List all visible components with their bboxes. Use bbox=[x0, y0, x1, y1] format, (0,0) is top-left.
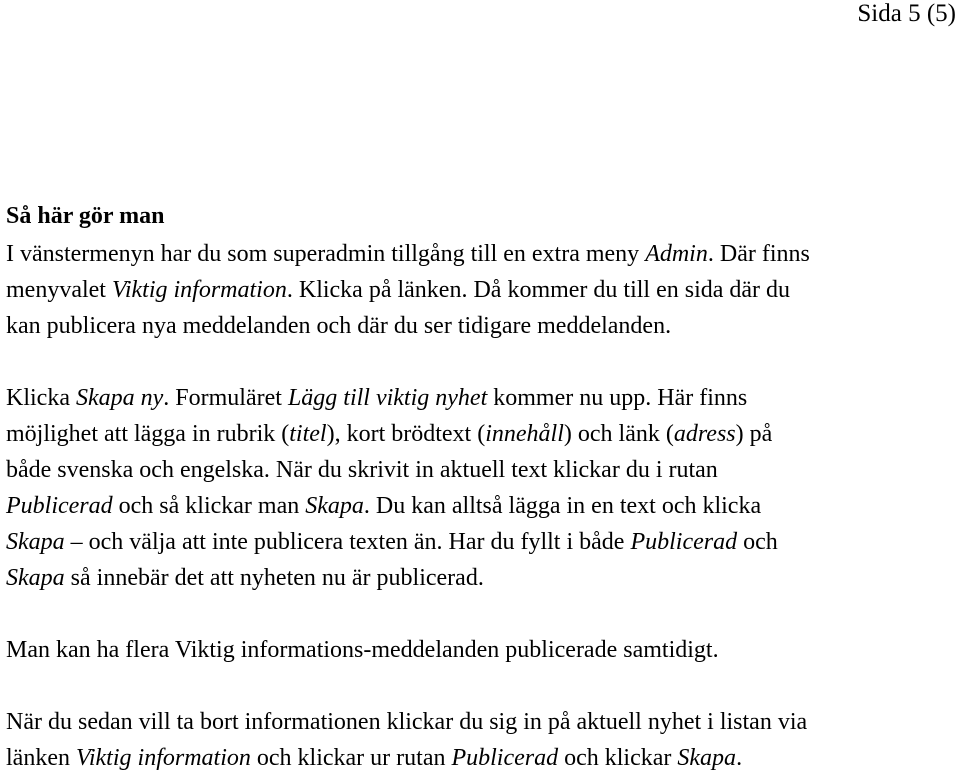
text-run: ) och länk ( bbox=[563, 421, 674, 447]
text-line bbox=[6, 380, 956, 416]
paragraph-create-form bbox=[6, 380, 956, 596]
emphasized-text: Publicerad bbox=[451, 745, 559, 771]
text-run: kan publicera nya meddelanden och där du ser tidigare meddelanden. bbox=[6, 313, 672, 339]
text-line bbox=[6, 740, 956, 776]
text-line bbox=[6, 236, 956, 272]
text-run: och klickar ur rutan bbox=[250, 745, 452, 771]
emphasized-text: Viktig information bbox=[75, 745, 251, 771]
text-line bbox=[6, 560, 956, 596]
text-line bbox=[6, 524, 956, 560]
text-line bbox=[6, 704, 956, 740]
text-run: och klickar bbox=[558, 745, 678, 771]
emphasized-text: Publicerad bbox=[630, 529, 738, 555]
text-run: Man kan ha flera Viktig informations-meddelanden publicerade samtidigt. bbox=[6, 637, 719, 663]
emphasized-text: Skapa bbox=[677, 745, 737, 771]
section-heading: Så här gör man bbox=[6, 203, 165, 229]
paragraph-admin-menu bbox=[6, 236, 956, 344]
text-run: så innebär det att nyheten nu är publicerad. bbox=[64, 565, 484, 591]
emphasized-text: innehåll bbox=[485, 421, 564, 447]
emphasized-text: Publicerad bbox=[6, 493, 113, 519]
emphasized-text: Skapa ny bbox=[75, 385, 164, 411]
text-run: I vänstermenyn har du som superadmin tillgång till en extra meny bbox=[6, 241, 646, 267]
text-run: . Där finns bbox=[707, 241, 810, 267]
text-run: Klicka bbox=[6, 385, 76, 411]
paragraph-remove-information bbox=[6, 704, 956, 776]
text-line bbox=[6, 452, 956, 488]
emphasized-text: Admin bbox=[645, 241, 708, 267]
text-run: både svenska och engelska. När du skrivit in aktuell text klickar du i rutan bbox=[6, 457, 718, 483]
text-run: . Du kan alltså lägga in en text och klicka bbox=[363, 493, 762, 519]
text-line bbox=[6, 308, 956, 344]
emphasized-text: Lägg till viktig nyhet bbox=[287, 385, 488, 411]
text-run: När du sedan vill ta bort informationen klickar du sig in på aktuell nyhet i listan via bbox=[6, 709, 808, 735]
text-run: ), kort brödtext ( bbox=[326, 421, 486, 447]
emphasized-text: titel bbox=[289, 421, 327, 447]
text-run: möjlighet att lägga in rubrik ( bbox=[6, 421, 290, 447]
text-line bbox=[6, 488, 956, 524]
emphasized-text: Skapa bbox=[305, 493, 364, 519]
emphasized-text: Skapa bbox=[6, 529, 65, 555]
text-line bbox=[6, 632, 956, 668]
page-number: Sida 5 (5) bbox=[857, 0, 956, 27]
paragraph-multiple-messages bbox=[6, 632, 956, 668]
text-run: menyvalet bbox=[6, 277, 112, 303]
text-line bbox=[6, 272, 956, 308]
text-run: – och välja att inte publicera texten än. Har du fyllt i både bbox=[64, 529, 631, 555]
text-run: ) på bbox=[735, 421, 773, 447]
document-body bbox=[6, 203, 956, 776]
text-run: länken bbox=[6, 745, 76, 771]
text-run: kommer nu upp. Här finns bbox=[487, 385, 748, 411]
text-line bbox=[6, 416, 956, 452]
text-run: . Formuläret bbox=[163, 385, 288, 411]
emphasized-text: Viktig information bbox=[111, 277, 287, 303]
text-run: . Klicka på länken. Då kommer du till en sida där du bbox=[286, 277, 791, 303]
emphasized-text: adress bbox=[673, 421, 736, 447]
text-run: . bbox=[736, 745, 743, 771]
emphasized-text: Skapa bbox=[6, 565, 65, 591]
text-run: och bbox=[737, 529, 778, 555]
text-run: och så klickar man bbox=[112, 493, 306, 519]
